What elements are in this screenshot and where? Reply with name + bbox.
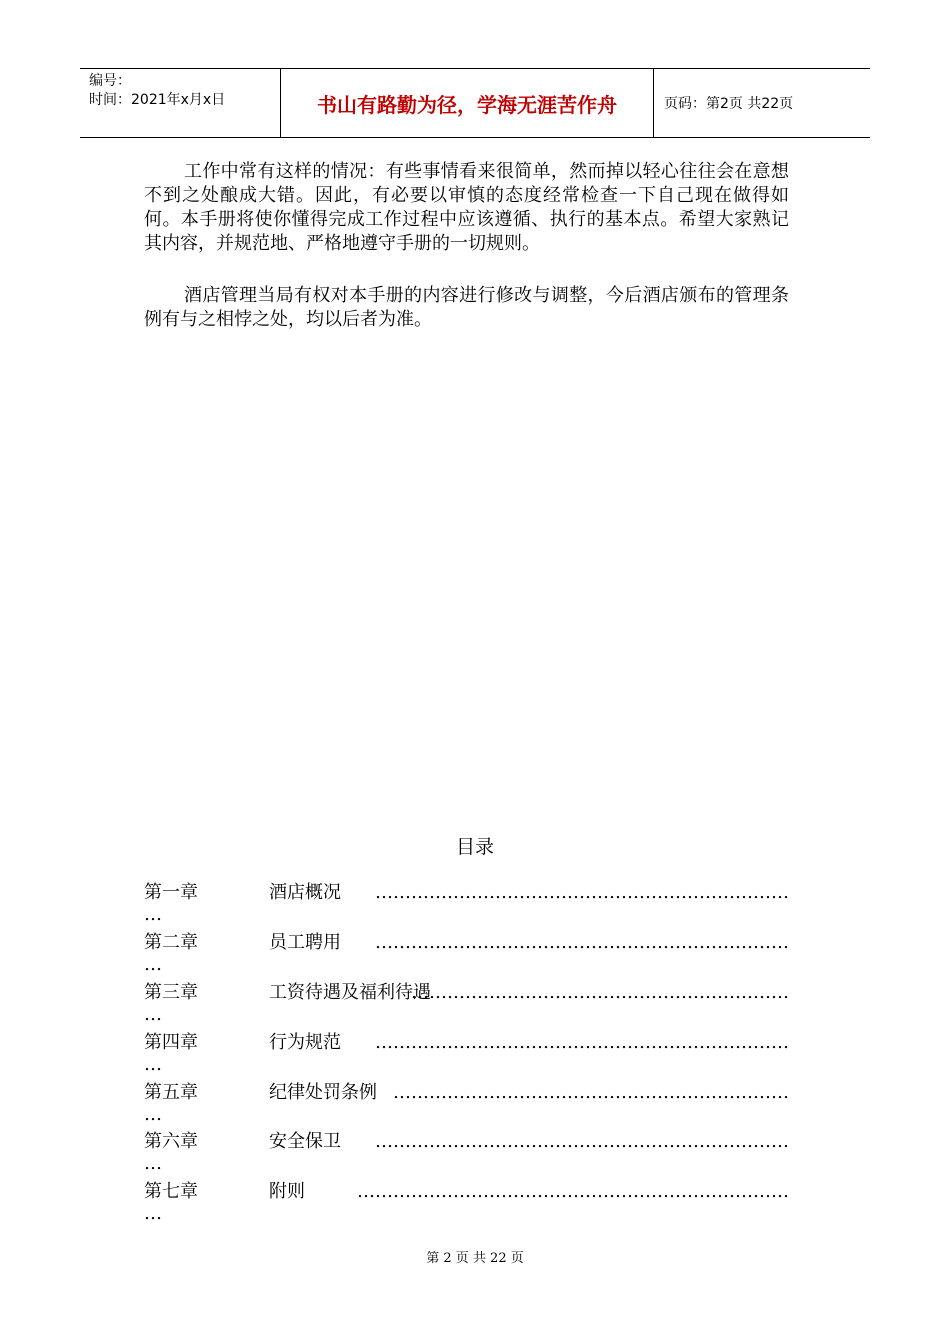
header-meta [80, 69, 281, 137]
intro-paragraph-1: 工作中常有这样的情况：有些事情看来很简单，然而掉以轻心往往会在意想不到之处酿成大错。因此，有必要以审慎的态度经常检查一下自己现在做得如何。本手册将使你懂得完成工作过程中应该遵循、执行的基本点。希望大家熟记其内容，并规范地、严格地遵守手册的一切规则。 [144, 161, 789, 254]
toc-name: 酒店概况 [269, 882, 341, 903]
header-page-label: 页码：第2页 共22页 [664, 96, 794, 112]
toc-leader: …………………………………………………………… [375, 1131, 789, 1152]
toc-leader-wrap: … [144, 1203, 162, 1224]
time-label: 时间：2021年x月x日 [89, 92, 226, 108]
toc-leader-wrap: … [144, 1054, 162, 1075]
toc-leader: ……………………………………………………… [411, 982, 789, 1003]
toc-leader-wrap: … [144, 954, 162, 975]
header-motto: 书山有路勤为径，学海无涯苦作舟 [281, 69, 654, 137]
toc-chapter: 第三章 [144, 982, 198, 1003]
toc-chapter: 第五章 [144, 1082, 198, 1103]
toc-leader: …………………………………………………………… [375, 1032, 789, 1053]
toc-chapter: 第一章 [144, 882, 198, 903]
toc-leader: …………………………………………………………… [375, 882, 789, 903]
toc-chapter: 第七章 [144, 1181, 198, 1202]
toc-leader-wrap: … [144, 1153, 162, 1174]
intro-paragraph-2: 酒店管理当局有权对本手册的内容进行修改与调整，今后酒店颁布的管理条例有与之相悖之处，均以后者为准。 [144, 285, 789, 330]
toc-leader-wrap: … [144, 904, 162, 925]
toc-leader: ……………………………………………………………… [357, 1181, 789, 1202]
toc-name: 行为规范 [269, 1032, 341, 1053]
toc-leader: …………………………………………………………… [375, 932, 789, 953]
toc-chapter: 第四章 [144, 1032, 198, 1053]
toc-title: 目录 [455, 836, 494, 858]
toc-leader: ………………………………………………………… [393, 1082, 789, 1103]
toc-name: 员工聘用 [269, 932, 341, 953]
page-footer: 第 2 页 共 22 页 [426, 1251, 524, 1266]
number-label: 编号： [89, 73, 131, 89]
toc-chapter: 第六章 [144, 1131, 198, 1152]
toc-name: 工资待遇及福利待遇 [269, 982, 431, 1003]
toc-chapter: 第二章 [144, 932, 198, 953]
toc-leader-wrap: … [144, 1004, 162, 1025]
document-header [80, 68, 870, 138]
toc-name: 附则 [269, 1181, 305, 1202]
toc-name: 安全保卫 [269, 1131, 341, 1152]
toc-name: 纪律处罚条例 [269, 1082, 377, 1103]
toc-leader-wrap: … [144, 1104, 162, 1125]
